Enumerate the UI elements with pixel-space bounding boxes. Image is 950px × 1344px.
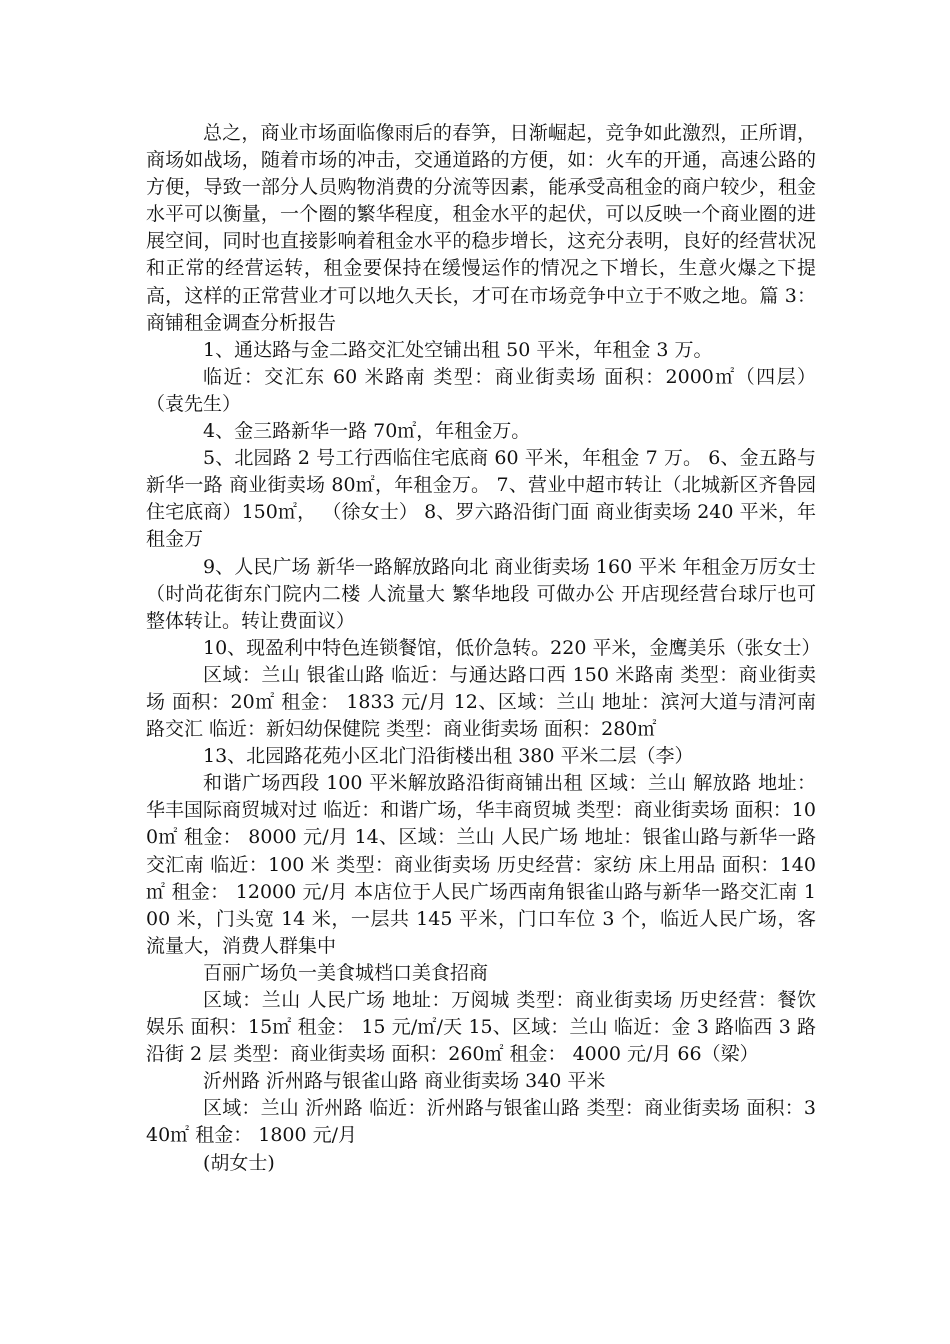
paragraph-item-4: 4、金三路新华一路 70㎡，年租金万。 <box>203 420 531 443</box>
paragraph-summary: 总之，商业市场面临像雨后的春笋，日渐崛起，竞争如此激烈，正所谓，商场如战场，随着市场的冲击，交通道路的方便，如：火车的开通，高速公路的方便，导致一部分人员购物消费的分流等因素，能承受高租金的商户较少，租金水平可以衡量，一个圈的繁华程度，租金水平的起伏，可以反映一个商业圈的进展空间，同时也直接影响着租金水平的稳步增长，这充分表明，良好的经营状况和正常的经营运转，租金要保持在缓慢运作的情况之下增长，生意火爆之下提高，这样的正常营业才可以地久天长，才可在市场竞争中立于不败之地。篇 3：商铺租金调查分析报告 <box>146 122 816 334</box>
document-body <box>146 120 821 1177</box>
paragraph-items-11-12: 区域：兰山 银雀山路 临近：与通达路口西 150 米路南 类型：商业街卖场 面积：20㎡ 租金： 1833 元/月 12、区域：兰山 地址：滨河大道与清河南路交汇 临近：新妇幼保健院 类型：商业街卖场 面积：280㎡ <box>146 663 816 741</box>
paragraph-item-10: 10、现盈利中特色连锁餐馆，低价急转。220 平米，金鹰美乐（张女士） <box>203 636 821 659</box>
paragraph-item-9: 9、人民广场 新华一路解放路向北 商业街卖场 160 平米 年租金万厉女士（时尚花街东门院内二楼 人流量大 繁华地段 可做办公 开店现经营台球厅也可整体转让。转让费面议） <box>146 555 816 632</box>
paragraph-baili-plaza: 百丽广场负一美食城档口美食招商 <box>203 961 489 984</box>
paragraph-item-15: 区域：兰山 人民广场 地址：万阅城 类型：商业街卖场 历史经营：餐饮娱乐 面积：15㎡ 租金： 15 元/㎡/天 15、区域：兰山 临近：金 3 路临西 3 路沿街 2 层 类型：商业街卖场 面积：260㎡ 租金： 4000 元/月 66（梁） <box>146 989 816 1066</box>
paragraph-item-14: 和谐广场西段 100 平米解放路沿街商铺出租 区域：兰山 解放路 地址：华丰国际商贸城对过 临近：和谐广场，华丰商贸城 类型：商业街卖场 面积：100㎡ 租金： 8000 元/月 14、区域：兰山 人民广场 地址：银雀山路与新华一路交汇南 临近：100 米 类型：商业街卖场 历史经营：家纺 床上用品 面积：140㎡ 租金： 12000 元/月 本店位于人民广场西南角银雀山路与新华一路交汇南 100 米，门头宽 14 米，一层共 145 平米，门口车位 3 个，临近人民广场，客流量大，消费人群集中 <box>146 772 816 957</box>
paragraph-item-13: 13、北园路花苑小区北门沿街楼出租 380 平米二层（李） <box>203 745 694 768</box>
paragraph-contact-hu: (胡女士) <box>203 1151 275 1174</box>
paragraph-item-1: 1、通达路与金二路交汇处空铺出租 50 平米，年租金 3 万。 <box>203 338 713 361</box>
paragraph-yizhou-detail: 区域：兰山 沂州路 临近：沂州路与银雀山路 类型：商业街卖场 面积：340㎡ 租金： 1800 元/月 <box>146 1097 816 1147</box>
paragraph-item-1-detail: 临近：交汇东 60 米路南 类型：商业街卖场 面积：2000㎡（四层） （袁先生） <box>146 365 816 415</box>
paragraph-yizhou-road: 沂州路 沂州路与银雀山路 商业街卖场 340 平米 <box>203 1070 606 1093</box>
paragraph-items-5-8: 5、北园路 2 号工行西临住宅底商 60 平米，年租金 7 万。 6、金五路与新华一路 商业街卖场 80㎡，年租金万。 7、营业中超市转让（北城新区齐鲁园住宅底商）150㎡， （徐女士） 8、罗六路沿街门面 商业街卖场 240 平米，年租金万 <box>146 447 816 551</box>
